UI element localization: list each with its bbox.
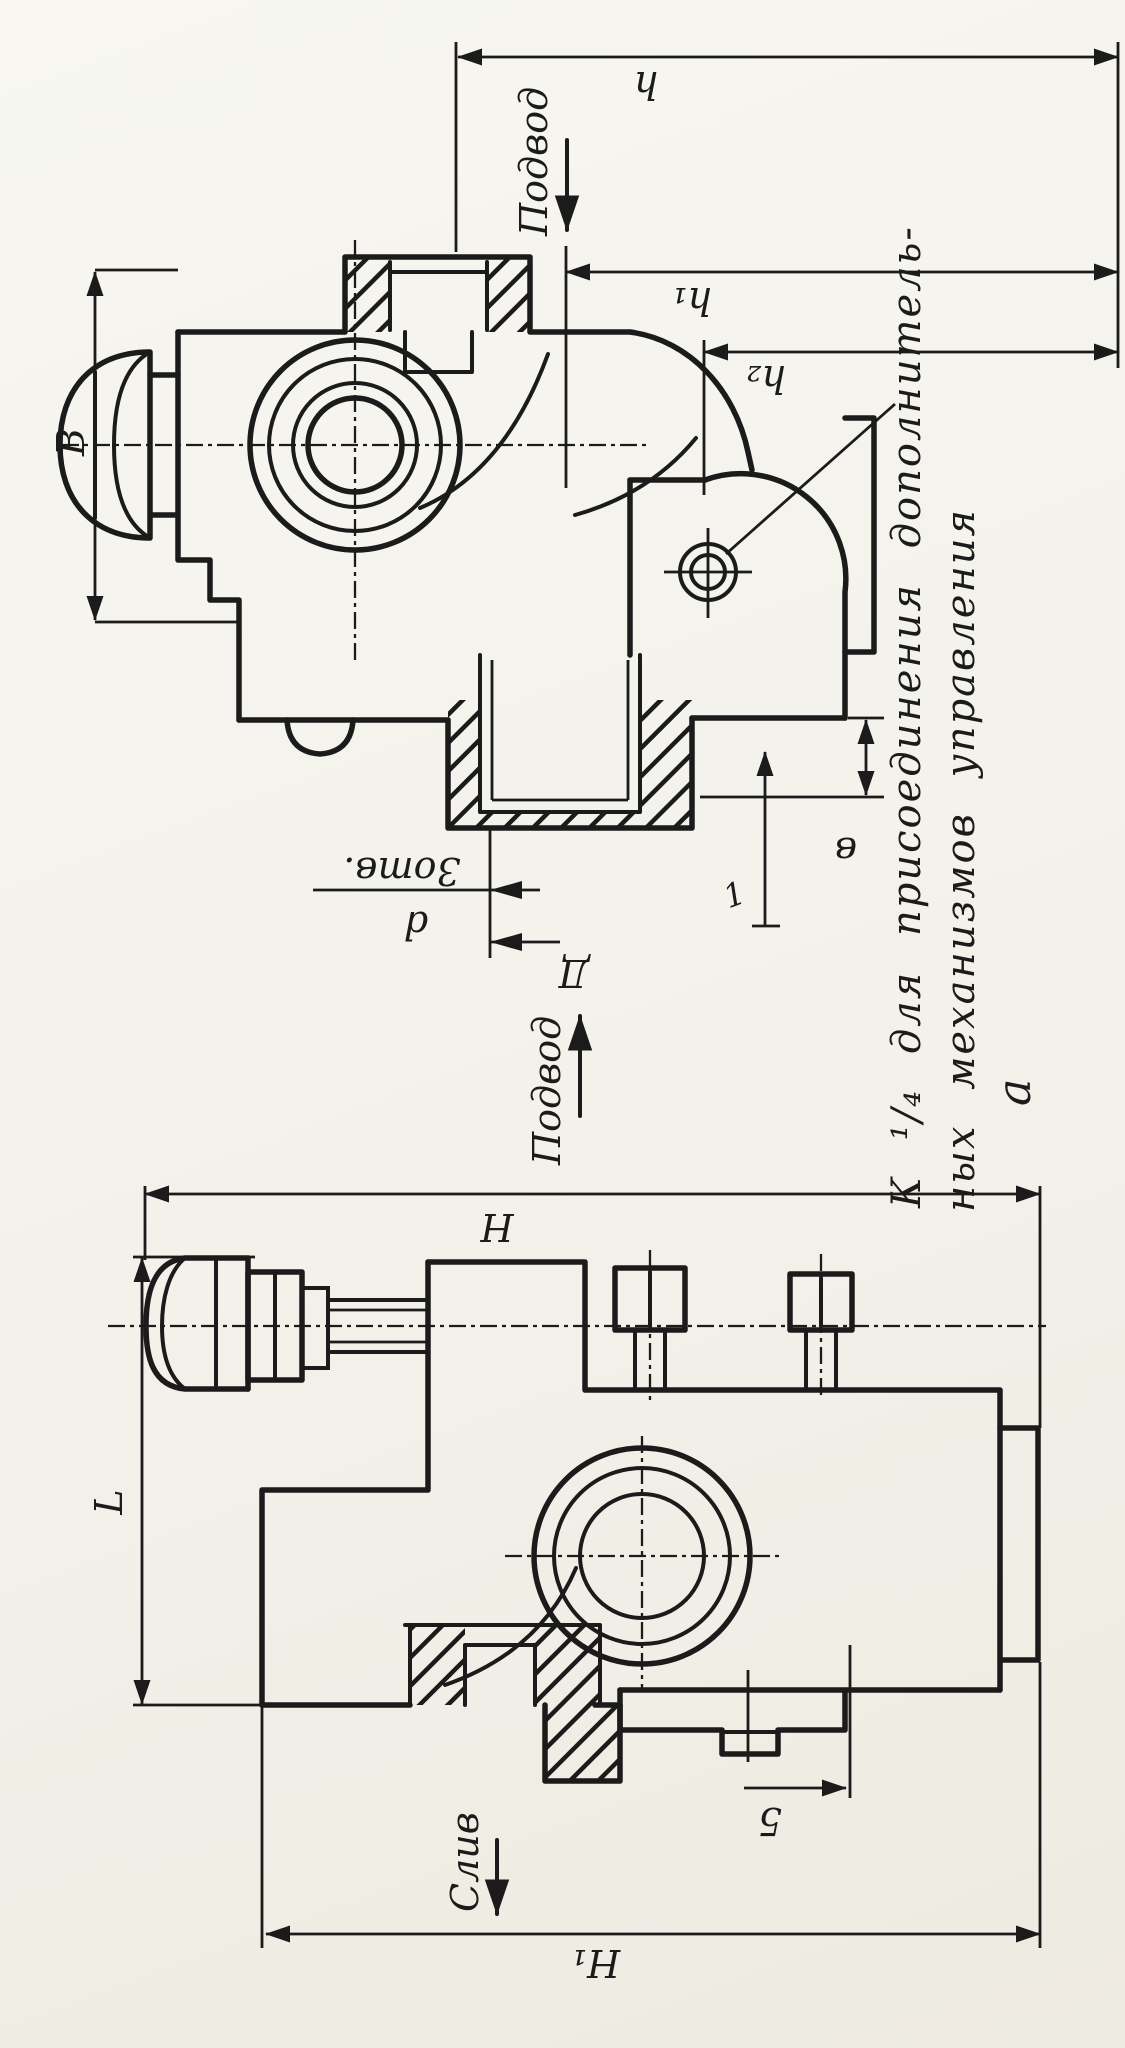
figure-label: а (987, 1078, 1041, 1106)
supply-callout-top (512, 87, 567, 237)
dim-B-label: B (49, 428, 93, 456)
body-outline-bottom (262, 1262, 1038, 1781)
drain-callout (443, 1812, 497, 1914)
dim-l (718, 752, 780, 926)
supply-callout-bottom (525, 1016, 580, 1166)
supply-label-top: Подвод (512, 86, 556, 236)
bottom-view (87, 1186, 1046, 1985)
valve-body-outline (178, 257, 874, 828)
dim-b (700, 718, 884, 873)
dim-b-label: в (834, 829, 858, 873)
drain-label: Слив (443, 1812, 487, 1912)
note-line2: ных механизмов управления (938, 507, 984, 1212)
dim-H-label: H (480, 1205, 514, 1249)
dim-L-label: L (87, 1489, 131, 1515)
dim-D (490, 933, 591, 995)
dim-D-label: Д (558, 951, 590, 995)
note-line1: К ¹/₄ для присоединения дополнитель- (884, 225, 930, 1208)
supply-label-bottom: Подвод (525, 1015, 569, 1165)
dim-H1 (262, 1662, 1040, 1985)
dim-d-label: d (403, 903, 429, 947)
holes-label: 3отв. (343, 849, 461, 893)
dim-h-label: h (633, 63, 659, 107)
bottom-port (480, 655, 640, 812)
dim-h1-label: h₁ (672, 279, 712, 323)
mounting-foot (620, 1670, 845, 1762)
dim-l-label: 1 (718, 873, 751, 916)
dim-5-label: 5 (757, 1799, 783, 1843)
top-view (49, 42, 1118, 1212)
dim-H1-label: Н₁ (571, 1941, 621, 1985)
dim-h2-label: h₂ (746, 357, 786, 401)
dim-5 (744, 1645, 850, 1843)
screw-assembly (146, 1258, 428, 1389)
dim-L (87, 1257, 262, 1705)
